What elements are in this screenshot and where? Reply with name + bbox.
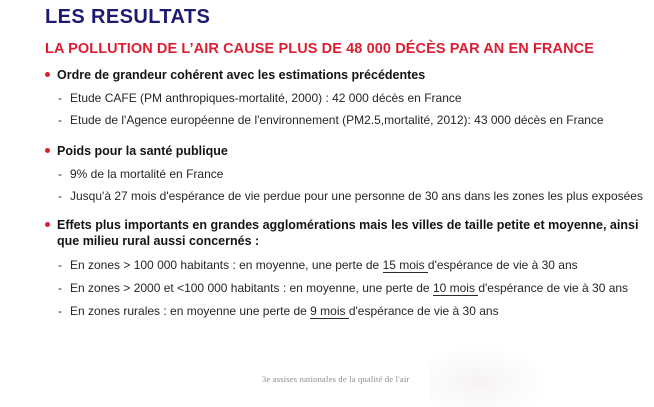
item-text-post: d'espérance de vie à 30 ans [478,281,629,295]
dash-marker: - [58,258,62,272]
slide-headline: LA POLLUTION DE L’AIR CAUSE PLUS DE 48 000 DÉCÈS PAR AN EN FRANCE [45,41,594,57]
dash-marker: - [58,281,62,295]
list-item-text: Jusqu'à 27 mois d'espérance de vie perdue pour une personne de 30 ans dans les zones les plus exposées [70,189,643,203]
list-item [58,258,646,272]
list-item [58,189,646,203]
item-text-post: d'espérance de vie à 30 ans [348,304,499,318]
section-effets-zones [45,217,646,318]
section-heading: Ordre de grandeur cohérent avec les estimations précédentes [57,68,426,82]
bullet-icon [45,148,50,153]
footer-caption: 3e assises nationales de la qualité de l'air [262,374,410,384]
dash-marker: - [58,304,62,318]
dash-marker: - [58,91,62,105]
list-item [58,281,646,295]
list-item-text: 9% de la mortalité en France [70,167,224,181]
dash-marker: - [58,167,62,181]
bullet-icon [45,222,50,227]
bullet-icon [45,72,50,77]
list-item-text: Etude de l'Agence européenne de l'environnement (PM2.5,mortalité, 2012): 43 000 décès en France [70,113,604,127]
item-text-pre: En zones > 100 000 habitants : en moyenne, une perte de [70,258,383,272]
list-item [58,304,646,318]
list-item-text: Etude CAFE (PM anthropiques-mortalité, 2000) : 42 000 décès en France [70,91,462,105]
slide-title: LES RESULTATS [45,6,211,28]
section-heading: Poids pour la santé publique [57,144,228,158]
scan-smudge [430,345,550,407]
underlined-value: 15 mois [382,258,428,272]
underlined-value: 10 mois [432,281,479,295]
item-text-post: d'espérance de vie à 30 ans [427,258,578,272]
list-item [58,91,646,105]
dash-marker: - [58,189,62,203]
section-heading-row [45,143,646,159]
list-item-text [70,304,499,318]
section-sante-publique [45,143,646,203]
item-text-pre: En zones > 2000 et <100 000 habitants : en moyenne, une perte de [70,281,433,295]
list-item [58,113,646,127]
list-item-text [70,281,628,295]
section-estimations [45,67,646,127]
section-heading: Effets plus importants en grandes agglomérations mais les villes de taille petite et moyenne, ainsi que milieu rural aussi concernés : [57,218,639,248]
item-text-pre: En zones rurales : en moyenne une perte de [70,304,311,318]
dash-marker: - [58,113,62,127]
list-item-text [70,258,578,272]
section-heading-row [45,217,646,249]
underlined-value: 9 mois [310,304,349,318]
list-item [58,167,646,181]
section-heading-row [45,67,646,83]
